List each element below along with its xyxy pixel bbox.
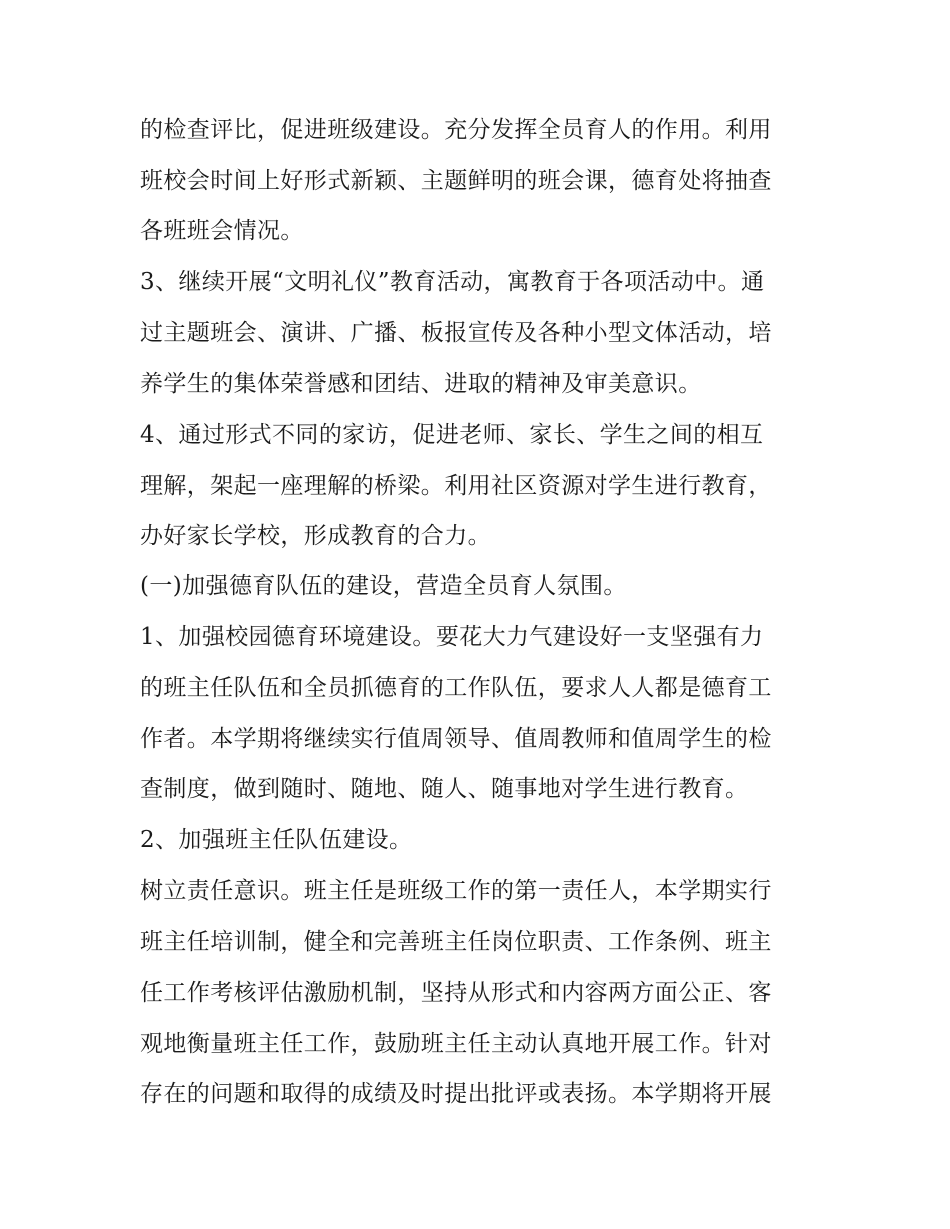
text-line: 作者。本学期将继续实行值周领导、值周教师和值周学生的检 [140, 726, 772, 752]
text-line: 的检查评比，促进班级建设。充分发挥全员育人的作用。利用 [140, 117, 772, 143]
text-line: 过主题班会、演讲、广播、板报宣传及各种小型文体活动，培 [140, 320, 772, 346]
text-line: 班主任培训制，健全和完善班主任岗位职责、工作条例、班主 [140, 929, 772, 955]
section-heading: (一)加强德育队伍的建设，营造全员育人氛围。 [140, 573, 627, 599]
text-line: 观地衡量班主任工作，鼓励班主任主动认真地开展工作。针对 [140, 1031, 772, 1057]
text-line: 1、加强校园德育环境建设。要花大力气建设好一支坚强有力 [140, 624, 764, 650]
text-line: 各班班会情况。 [140, 218, 304, 244]
text-line: 办好家长学校，形成教育的合力。 [140, 523, 491, 549]
text-line: 养学生的集体荣誉感和团结、进取的精神及审美意识。 [140, 371, 702, 397]
text-line: 树立责任意识。班主任是班级工作的第一责任人，本学期实行 [140, 878, 772, 904]
text-line: 查制度，做到随时、随地、随人、随事地对学生进行教育。 [140, 776, 749, 802]
text-line: 任工作考核评估激励机制，坚持从形式和内容两方面公正、客 [140, 980, 772, 1006]
text-line: 3、继续开展“文明礼仪”教育活动，寓教育于各项活动中。通 [140, 269, 765, 295]
text-line: 4、通过形式不同的家访，促进老师、家长、学生之间的相互 [140, 422, 764, 448]
text-line: 的班主任队伍和全员抓德育的工作队伍，要求人人都是德育工 [140, 675, 772, 701]
text-line: 班校会时间上好形式新颖、主题鲜明的班会课，德育处将抽查 [140, 168, 772, 194]
text-line: 2、加强班主任队伍建设。 [140, 827, 413, 853]
text-line: 理解，架起一座理解的桥梁。利用社区资源对学生进行教育， [140, 473, 772, 499]
text-line: 存在的问题和取得的成绩及时提出批评或表扬。本学期将开展 [140, 1081, 772, 1107]
